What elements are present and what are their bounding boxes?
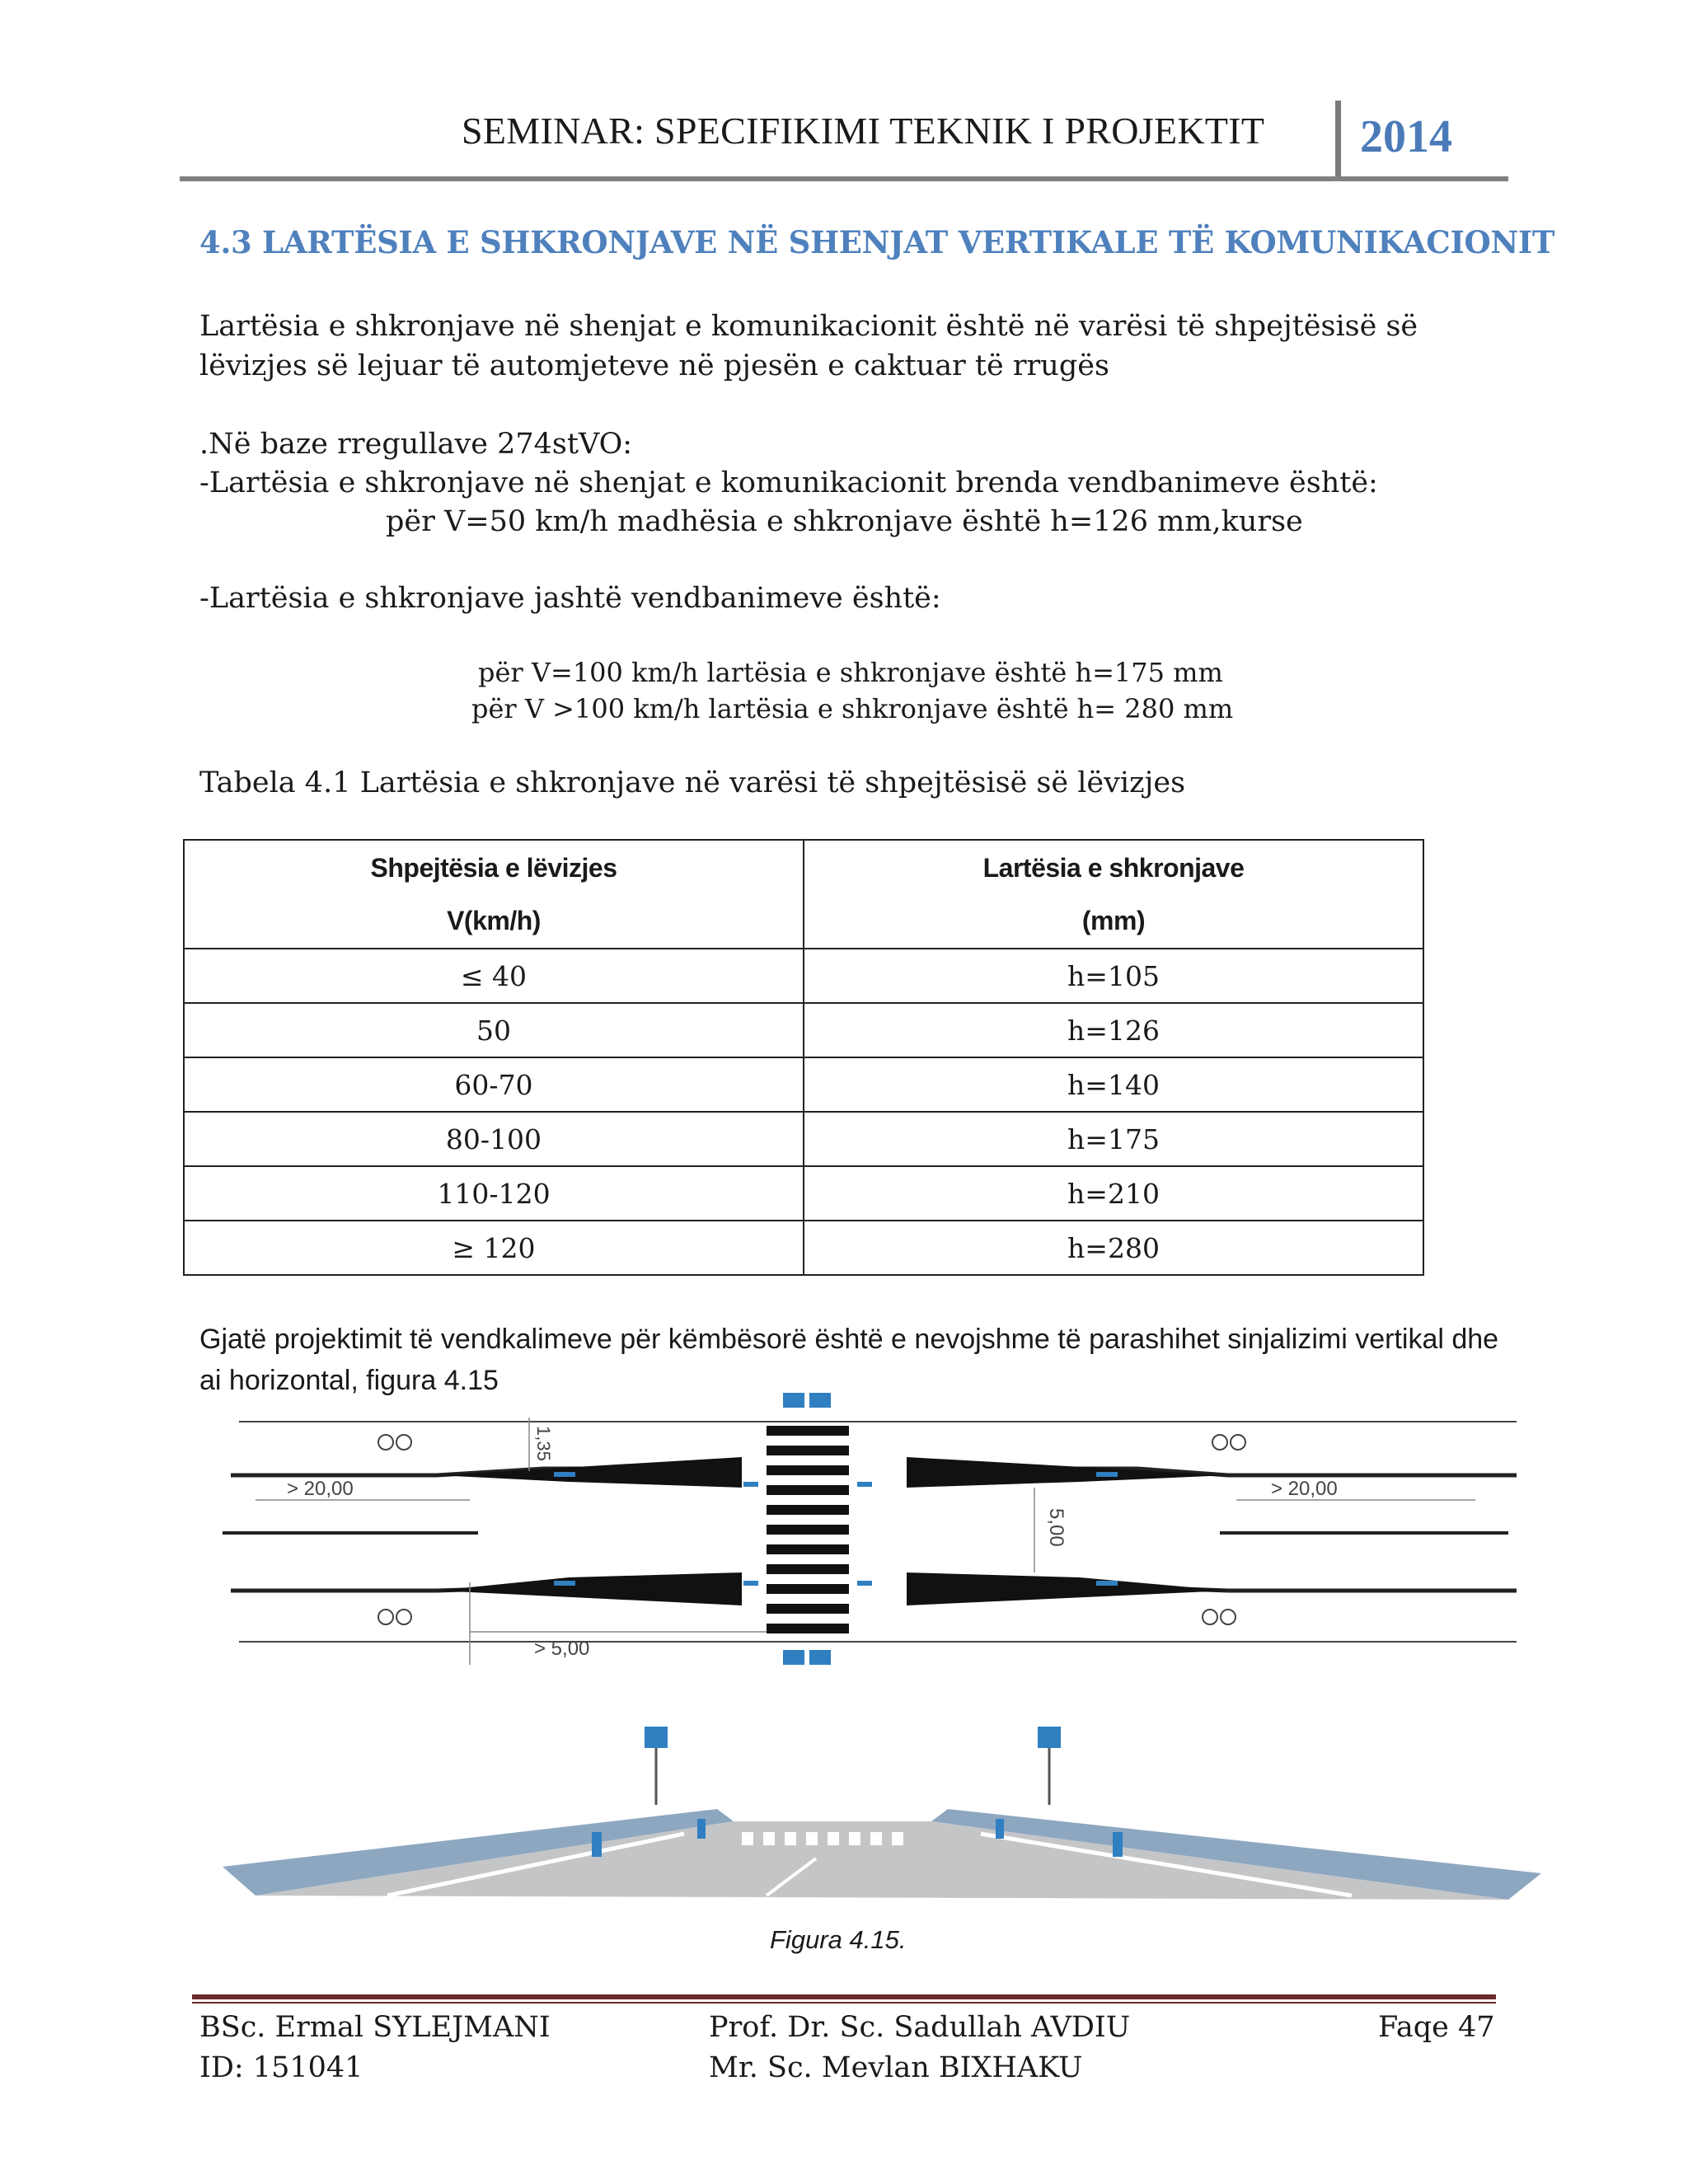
header-speed-line1: Shpejtësia e lëvizjes: [370, 853, 617, 883]
dim-right-label: > 20,00: [1271, 1478, 1338, 1500]
height-cell: h=175: [804, 1112, 1423, 1166]
footer-page-number: Faqe 47: [1378, 2011, 1495, 2044]
footer-rule-thin: [192, 2002, 1496, 2004]
curb-extension-br: [907, 1572, 1228, 1605]
height-cell: h=210: [804, 1166, 1423, 1221]
outside-settlements-text: -Lartësia e shkronjave jashtë vendbanimeve është:: [199, 582, 941, 615]
figure-caption: Figura 4.15.: [770, 1925, 907, 1954]
speed-cell: ≥ 120: [184, 1221, 804, 1275]
header-height: [804, 840, 1423, 949]
outside-value-1: për V=100 km/h lartësia e shkronjave është h=175 mm: [478, 657, 1223, 688]
header-year: 2014: [1360, 111, 1452, 162]
speed-cell: 80-100: [184, 1112, 804, 1166]
height-cell: h=105: [804, 949, 1423, 1003]
header-rule: [180, 176, 1508, 181]
dim-width-label: 5,00: [1045, 1508, 1067, 1547]
table-row: [184, 1221, 1423, 1275]
zebra-crossing: [767, 1426, 849, 1633]
header-speed-line2: V(km/h): [447, 906, 541, 935]
table-row: [184, 1057, 1423, 1112]
outside-value-2: për V >100 km/h lartësia e shkronjave është h= 280 mm: [471, 693, 1234, 724]
footer-id: ID: 151041: [199, 2051, 363, 2084]
curb-extension-bl: [437, 1572, 742, 1605]
footer-mentor: Mr. Sc. Mevlan BIXHAKU: [709, 2051, 1083, 2084]
rules-intro: .Në baze rregullave 274stVO:: [199, 428, 633, 461]
table-row: [184, 1003, 1423, 1057]
header-title: SEMINAR: SPECIFIKIMI TEKNIK I PROJEKTIT: [462, 110, 1265, 152]
header-height-line1: Lartësia e shkronjave: [982, 853, 1245, 883]
dim-side-label: 1,35: [533, 1426, 554, 1461]
table-header-row: [184, 840, 1423, 949]
footer-professor: Prof. Dr. Sc. Sadullah AVDIU: [709, 2011, 1131, 2044]
height-cell: h=280: [804, 1221, 1423, 1275]
within-settlements-text: -Lartësia e shkronjave në shenjat e komunikacionit brenda vendbanimeve është:: [199, 466, 1378, 499]
section-title: 4.3 LARTËSIA E SHKRONJAVE NË SHENJAT VERTIKALE TË KOMUNIKACIONIT: [199, 224, 1555, 260]
height-cell: h=126: [804, 1003, 1423, 1057]
dim-bottom-label: > 5,00: [534, 1638, 590, 1660]
speed-cell: ≤ 40: [184, 949, 804, 1003]
table-row: [184, 1112, 1423, 1166]
table-row: [184, 1166, 1423, 1221]
header-divider: [1335, 101, 1341, 180]
pedestrian-sign-right-icon: [1038, 1727, 1061, 1748]
height-cell: h=140: [804, 1057, 1423, 1112]
table-caption: Tabela 4.1 Lartësia e shkronjave në varësi të shpejtësisë së lëvizjes: [199, 766, 1186, 799]
speed-cell: 50: [184, 1003, 804, 1057]
speed-cell: 60-70: [184, 1057, 804, 1112]
footer-rule: [192, 1994, 1496, 1999]
dim-left-label: > 20,00: [287, 1478, 354, 1500]
header-speed: [184, 840, 804, 949]
crossing-plan-figure: [223, 1393, 1541, 1690]
footer-author: BSc. Ermal SYLEJMANI: [199, 2011, 551, 2044]
letter-height-table: [183, 839, 1424, 1276]
speed-cell: 110-120: [184, 1166, 804, 1221]
pedestrian-crossing-text: Gjatë projektimit të vendkalimeve për këmbësorë është e nevojshme të parashihet sinjalizimi vertikal dhe ai horizontal, figura 4.15: [199, 1324, 1499, 1396]
intro-paragraph: Lartësia e shkronjave në shenjat e komunikacionit është në varësi të shpejtësisë së lëvizjes së lejuar të automjeteve në pjesën e caktuar të rrugës: [199, 310, 1418, 382]
crossing-perspective-figure: [223, 1727, 1541, 1916]
table-row: [184, 949, 1423, 1003]
within-settlements-value: për V=50 km/h madhësia e shkronjave është h=126 mm,kurse: [386, 505, 1303, 538]
pedestrian-sign-left-icon: [645, 1727, 668, 1748]
header-height-line2: (mm): [1081, 906, 1146, 935]
